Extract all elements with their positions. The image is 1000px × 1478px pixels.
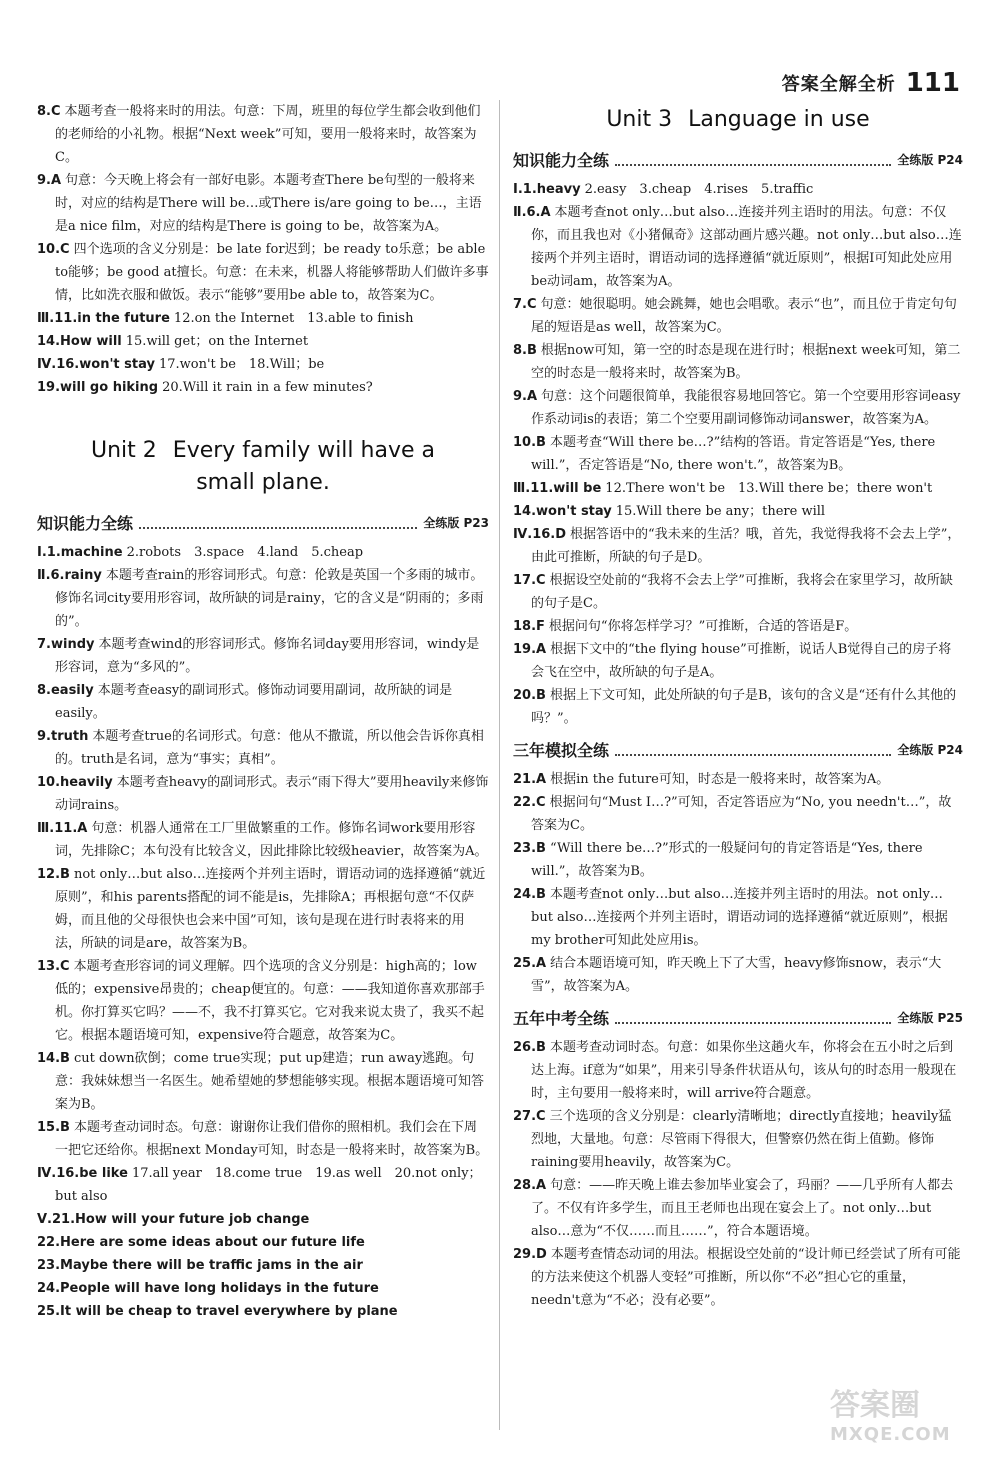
page-number: 111 — [905, 68, 960, 98]
answer-key: 27.C — [513, 1109, 546, 1124]
answer-item — [37, 1277, 489, 1300]
unit2-title — [37, 435, 489, 499]
answer-item — [513, 1174, 963, 1243]
answer-key: 28.A — [513, 1178, 547, 1193]
section-title: 五年中考全练 — [513, 1009, 610, 1028]
unit2-title-line1: Every family will have a — [172, 438, 435, 463]
section-dots — [615, 164, 891, 166]
answer-item — [513, 1243, 963, 1312]
answer-item — [513, 791, 963, 837]
answer-explanation: 本题考查heavy的副词形式。表示“雨下得大”要用heavily来修饰动词rains。 — [55, 775, 489, 813]
answer-key: 21.A — [513, 772, 547, 787]
answer-explanation: 本题考查not only…but also…连接并列主语时的用法。句意：不仅你，而且我也对《小猪佩奇》这部动画片感兴趣。not only…but also…连接两个并列主语时，谓语动词的选择遵循“就近原则”，根据I可知此处应用be动词am，故答案为A。 — [531, 205, 962, 289]
answer-key: 9.A — [513, 389, 538, 404]
answer-item — [37, 1231, 489, 1254]
answer-item — [513, 1105, 963, 1174]
answer-item — [37, 955, 489, 1047]
answer-key: Ⅲ.11.in the future — [37, 311, 170, 326]
answer-key: Ⅰ.1.heavy — [513, 182, 581, 197]
section-heading — [513, 146, 963, 172]
unit2-number: Unit 2 — [91, 438, 157, 463]
section-page-ref: 全练版 P24 — [897, 153, 963, 167]
answer-key: Ⅲ.11.A — [37, 821, 88, 836]
answer-key: Ⅳ.16.be like — [37, 1166, 128, 1181]
section-heading — [513, 736, 963, 762]
answer-key: 8.B — [513, 343, 537, 358]
answer-key: 29.D — [513, 1247, 547, 1262]
answer-explanation: 句意：机器人通常在工厂里做繁重的工作。修饰名词work要用形容词，先排除C；本句没有比较含义，因此排除比较级heavier，故答案为A。 — [55, 821, 488, 859]
answer-key: 8.C — [37, 104, 61, 119]
answer-explanation: 句意：——昨天晚上谁去参加毕业宴会了，玛丽？——几乎所有人都去了。不仅有许多学生，而且王老师也出现在宴会上了。not only…but also…意为“不仅……而且……”，符合本题语境。 — [531, 1178, 954, 1239]
answer-key: 10.C — [37, 242, 70, 257]
answer-explanation: 四个选项的含义分别是：be late for迟到；be ready to乐意；be able to能够；be good at擅长。句意：在未来，机器人将能够帮助人们做许多事情，比如洗衣服和做饭。表示“能够”要用be able to，故答案为C。 — [55, 242, 489, 303]
unit3-title — [513, 104, 963, 136]
answer-explanation: 本题考查rain的形容词形式。句意：伦敦是英国一个多雨的城市。修饰名词city要用形容词，故所缺的词是rainy，它的含义是“阴雨的；多雨的”。 — [55, 568, 484, 629]
section-page-ref: 全练版 P25 — [897, 1011, 963, 1025]
right-column — [513, 100, 963, 1312]
answer-explanation: 12.on the Internet 13.able to finish — [173, 311, 414, 326]
answer-item — [513, 201, 963, 293]
section-dots — [139, 527, 417, 529]
answer-explanation: 12.There won't be 13.Will there be；there won't — [605, 481, 933, 496]
answer-key: 18.F — [513, 619, 545, 634]
answer-item — [513, 523, 963, 569]
answer-item — [513, 883, 963, 952]
answer-explanation: 17.won't be 18.Will；be — [158, 357, 325, 372]
answer-explanation: 本题考查wind的形容词形式。修饰名词day要用形容词，windy是形容词，意为“多风的”。 — [55, 637, 480, 675]
answer-key: 25.It will be cheap to travel everywhere by plane — [37, 1304, 398, 1319]
answer-item — [37, 1208, 489, 1231]
answer-explanation: 20.Will it rain in a few minutes? — [162, 380, 373, 395]
answer-key: 9.A — [37, 173, 62, 188]
answer-key: 10.heavily — [37, 775, 113, 790]
answer-explanation: 本题考查easy的副词形式。修饰动词要用副词，故所缺的词是easily。 — [55, 683, 453, 721]
answer-item — [37, 1047, 489, 1116]
answer-explanation: 根据下文中的“the flying house”可推断，说话人B觉得自己的房子将会飞在空中，故所缺的句子是A。 — [531, 642, 952, 680]
left-top-answers — [37, 100, 489, 399]
answer-key: 9.truth — [37, 729, 89, 744]
unit3-answers-3 — [513, 1036, 963, 1312]
answer-explanation: 15.will get；on the Internet — [125, 334, 309, 349]
answer-explanation: 本题考查not only…but also…连接并列主语时的用法。not only…but also…连接两个并列主语时，谓语动词的选择遵循“就近原则”，根据my brother可知此处应用is。 — [531, 887, 948, 948]
section-page-ref: 全练版 P23 — [423, 516, 489, 530]
answer-key: 7.windy — [37, 637, 95, 652]
answer-item — [37, 376, 489, 399]
section-heading — [37, 509, 489, 535]
column-divider — [499, 100, 500, 1430]
answer-explanation: 本题考查动词时态。句意：如果你坐这趟火车，你将会在五小时之后到达上海。if意为“如果”，用来引导条件状语从句，该从句的时态用一般现在时，主句要用一般将来时，will arrive符合题意。 — [531, 1040, 957, 1101]
answer-key: Ⅴ.21.How will your future job change — [37, 1212, 310, 1227]
answer-item — [37, 633, 489, 679]
answer-explanation: 根据问句“Must I…?”可知，否定答语应为“No, you needn't…”，故答案为C。 — [531, 795, 952, 833]
answer-item — [513, 615, 963, 638]
answer-item — [513, 500, 963, 523]
answer-key: 14.How will — [37, 334, 122, 349]
unit2-answers — [37, 541, 489, 1323]
answer-explanation: “Will there be…?”形式的一般疑问句的肯定答语是“Yes, there will.”，故答案为B。 — [531, 841, 923, 879]
answer-explanation: 根据now可知，第一空的时态是现在进行时；根据next week可知，第二空的时态是一般将来时，故答案为B。 — [531, 343, 961, 381]
answer-item — [37, 725, 489, 771]
answer-explanation: not only…but also…连接两个并列主语时，谓语动词的选择遵循“就近原则”，和his parents搭配的词不能是is，先排除A；再根据句意“不仅萨姆，而且他的父母很快也会来中国”可知，该句是现在进行时表将来的用法，所缺的词是are，故答案为B。 — [55, 867, 486, 951]
answer-key: 20.B — [513, 688, 546, 703]
answer-item — [37, 1116, 489, 1162]
answer-key: Ⅱ.6.rainy — [37, 568, 102, 583]
answer-item — [37, 817, 489, 863]
answer-key: 13.C — [37, 959, 70, 974]
answer-item — [37, 307, 489, 330]
answer-explanation: 本题考查一般将来时的用法。句意：下周，班里的每位学生都会收到他们的老师给的小礼物。根据“Next week”可知，要用一般将来时，故答案为C。 — [55, 104, 481, 165]
answer-item — [37, 330, 489, 353]
answer-explanation: 2.robots 3.space 4.land 5.cheap — [126, 545, 364, 560]
left-column — [37, 100, 489, 1323]
answer-explanation: 本题考查动词时态。句意：谢谢你让我们借你的照相机。我们会在下周一把它还给你。根据next Monday可知，时态是一般将来时，故答案为B。 — [55, 1120, 489, 1158]
section-dots — [615, 754, 891, 756]
answer-item — [513, 385, 963, 431]
header-title: 答案全解全析 — [781, 74, 896, 95]
answer-explanation: cut down砍倒；come true实现；put up建造；run away逃跑。句意：我妹妹想当一名医生。她希望她的梦想能够实现。根据本题语境可知答案为B。 — [55, 1051, 485, 1112]
answer-item — [37, 771, 489, 817]
answer-item — [513, 952, 963, 998]
answer-explanation: 根据答语中的“我未来的生活？哦，首先，我觉得我将不会去上学”，由此可推断，所缺的句子是D。 — [531, 527, 961, 565]
answer-item — [513, 638, 963, 684]
answer-key: 14.B — [37, 1051, 70, 1066]
answer-item — [513, 178, 963, 201]
answer-item — [513, 431, 963, 477]
section-heading — [513, 1004, 963, 1030]
answer-key: 12.B — [37, 867, 70, 882]
answer-key: Ⅱ.6.A — [513, 205, 551, 220]
answer-explanation: 本题考查情态动词的用法。根据设空处前的“设计师已经尝试了所有可能的方法来使这个机器人变轻”可推断，所以你“不必”担心它的重量，needn't意为“不必；没有必要”。 — [531, 1247, 961, 1308]
answer-key: Ⅳ.16.won't stay — [37, 357, 155, 372]
answer-key: 19.will go hiking — [37, 380, 159, 395]
answer-key: 26.B — [513, 1040, 546, 1055]
answer-item — [37, 863, 489, 955]
answer-explanation: 根据问句“你将怎样学习？”可推断，合适的答语是F。 — [548, 619, 858, 634]
answer-item — [513, 684, 963, 730]
answer-explanation: 15.Will there be any；there will — [615, 504, 826, 519]
unit3-title-text: Language in use — [688, 107, 870, 132]
answer-key: Ⅲ.11.will be — [513, 481, 602, 496]
answer-key: 24.People will have long holidays in the future — [37, 1281, 379, 1296]
answer-explanation: 句意：这个问题很简单，我能很容易地回答它。第一个空要用形容词easy作系动词is的表语；第二个空要用副词修饰动词answer，故答案为A。 — [531, 389, 961, 427]
answer-item — [37, 238, 489, 307]
answer-key: Ⅰ.1.machine — [37, 545, 123, 560]
answer-key: 7.C — [513, 297, 537, 312]
section-dots — [615, 1022, 891, 1024]
answer-item — [37, 1162, 489, 1208]
answer-explanation: 本题考查“Will there be…?”结构的答语。肯定答语是“Yes, there will.”，否定答语是“No, there won't.”，故答案为B。 — [531, 435, 936, 473]
section-title: 三年模拟全练 — [513, 741, 610, 760]
unit3-answers-2 — [513, 768, 963, 998]
answer-key: 23.Maybe there will be traffic jams in the air — [37, 1258, 363, 1273]
page-header — [782, 64, 960, 96]
answer-item — [513, 768, 963, 791]
answer-explanation: 17.all year 18.come true 19.as well 20.not only；but also — [55, 1166, 482, 1204]
answer-key: 25.A — [513, 956, 547, 971]
answer-item — [37, 1300, 489, 1323]
answer-key: 19.A — [513, 642, 547, 657]
answer-item — [513, 293, 963, 339]
answer-key: 15.B — [37, 1120, 70, 1135]
answer-item — [37, 100, 489, 169]
answer-key: 22.C — [513, 795, 546, 810]
answer-explanation: 本题考查true的名词形式。句意：他从不撒谎，所以他会告诉你真相的。truth是名词，意为“事实；真相”。 — [55, 729, 484, 767]
answer-key: 10.B — [513, 435, 546, 450]
answer-key: 8.easily — [37, 683, 94, 698]
watermark-subtext: MXQE.COM — [830, 1424, 951, 1445]
unit2-title-line2: small plane. — [196, 470, 330, 495]
answer-item — [37, 541, 489, 564]
unit3-number: Unit 3 — [606, 107, 673, 132]
answer-key: 17.C — [513, 573, 546, 588]
answer-item — [37, 353, 489, 376]
answer-key: 14.won't stay — [513, 504, 612, 519]
answer-explanation: 三个选项的含义分别是：clearly清晰地；directly直接地；heavily猛烈地，大量地。句意：尽管雨下得很大，但警察仍然在街上值勤。修饰raining要用heavily，故答案为C。 — [531, 1109, 952, 1170]
answer-item — [37, 1254, 489, 1277]
answer-explanation: 结合本题语境可知，昨天晚上下了大雪，heavy修饰snow，表示“大雪”，故答案为A。 — [531, 956, 942, 994]
watermark-text: 答案圈 — [830, 1388, 920, 1423]
section-page-ref: 全练版 P24 — [897, 743, 963, 757]
answer-explanation: 句意：今天晚上将会有一部好电影。本题考查There be句型的一般将来时，对应的结构是There will be…或There is/are going to be…，主语是a nice film，对应的结构是There is going to be，故答案为A。 — [55, 173, 482, 234]
answer-item — [37, 169, 489, 238]
section-title: 知识能力全练 — [37, 514, 134, 533]
answer-key: Ⅳ.16.D — [513, 527, 567, 542]
answer-explanation: 本题考查形容词的词义理解。四个选项的含义分别是：high高的；low低的；expensive昂贵的；cheap便宜的。句意：——我知道你喜欢那部手机。你打算买它吗？——不，我不打算买它。它对我来说太贵了，我买不起它。根据本题语境可知，expensive符合题意，故答案为C。 — [55, 959, 485, 1043]
answer-item — [513, 339, 963, 385]
answer-item — [513, 477, 963, 500]
answer-explanation: 根据in the future可知，时态是一般将来时，故答案为A。 — [550, 772, 890, 787]
answer-item — [37, 564, 489, 633]
answer-key: 23.B — [513, 841, 546, 856]
section-title: 知识能力全练 — [513, 151, 610, 170]
answer-key: 22.Here are some ideas about our future life — [37, 1235, 365, 1250]
unit3-answers-1 — [513, 178, 963, 730]
answer-explanation: 根据上下文可知，此处所缺的句子是B，该句的含义是“还有什么其他的吗？”。 — [531, 688, 957, 726]
answer-explanation: 2.easy 3.cheap 4.rises 5.traffic — [584, 182, 814, 197]
answer-explanation: 根据设空处前的“我将不会去上学”可推断，我将会在家里学习，故所缺的句子是C。 — [531, 573, 953, 611]
answer-key: 24.B — [513, 887, 546, 902]
answer-explanation: 句意：她很聪明。她会跳舞，她也会唱歌。表示“也”，而且位于肯定句句尾的短语是as well，故答案为C。 — [531, 297, 957, 335]
answer-item — [37, 679, 489, 725]
watermark-logo — [830, 1380, 980, 1450]
answer-item — [513, 1036, 963, 1105]
answer-item — [513, 837, 963, 883]
answer-item — [513, 569, 963, 615]
